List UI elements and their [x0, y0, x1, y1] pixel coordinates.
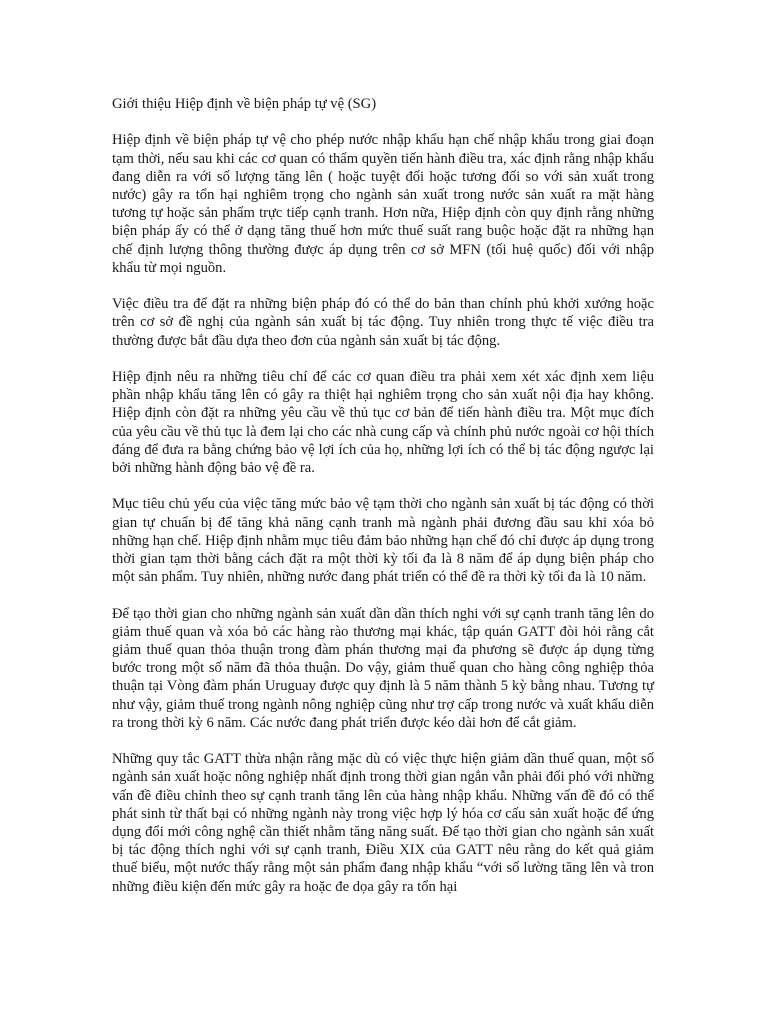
paragraph-overview: Hiệp định về biện pháp tự vệ cho phép nước nhập khẩu hạn chế nhập khẩu trong giai đoạn tạm thời, nếu sau khi các cơ quan có thẩm quyền tiến hành điều tra, xác định rằng nhập khẩu đang diễn ra với số lượng tăng lên ( hoặc tuyệt đối hoặc tương đối so với sản xuất trong nước) gây ra tổn hại nghiêm trọng cho ngành sản xuất trong nước sản xuất ra mặt hàng tương tự hoặc sản phẩm trực tiếp cạnh tranh. Hơn nữa, Hiệp định còn quy định rằng những biện pháp ấy có thể ở dạng tăng thuế hơn mức thuế suất rang buộc hoặc đặt ra những hạn chế định lượng thông thường được áp dụng trên cơ sở MFN (tối huệ quốc) đối với nhập khẩu từ mọi nguồn.: [112, 132, 654, 276]
paragraph-tariff-phasing: Để tạo thời gian cho những ngành sản xuất dần dần thích nghi với sự cạnh tranh tăng lên do giảm thuế quan và xóa bỏ các hàng rào thương mại khác, tập quán GATT đòi hỏi rằng cắt giảm thuế quan thỏa thuận trong đàm phán thương mại đa phương sẽ được áp dụng từng bước trong một số năm đã thỏa thuận. Do vậy, giảm thuế quan cho hàng công nghiệp thỏa thuận tại Vòng đàm phán Uruguay được quy định là 5 năm thành 5 kỳ bằng nhau. Tương tự như vậy, giảm thuế trong ngành nông nghiệp cũng như trợ cấp trong nước và xuất khẩu diễn ra trong thời kỳ 6 năm. Các nước đang phát triển được kéo dài hơn để cắt giảm.: [112, 605, 654, 731]
paragraph-objective: Mục tiêu chủ yếu của việc tăng mức bảo vệ tạm thời cho ngành sản xuất bị tác động có thời gian tự chuẩn bị để tăng khả năng cạnh tranh mà ngành phải đương đầu sau khi xóa bỏ những hạn chế. Hiệp định nhằm mục tiêu đảm bảo những hạn chế đó chỉ được áp dụng trong thời gian tạm thời bằng cách đặt ra một thời kỳ tối đa là 8 năm để áp dụng biện pháp cho một sản phẩm. Tuy nhiên, những nước đang phát triển có thể đề ra thời kỳ tối đa là 10 năm.: [112, 496, 654, 586]
paragraph-investigation: Việc điều tra để đặt ra những biện pháp đó có thể do bản than chính phủ khởi xướng hoặc trên cơ sở đề nghị của ngành sản xuất bị tác động. Tuy nhiên trong thực tế việc điều tra thường được bắt đầu dựa theo đơn của ngành sản xuất bị tác động.: [112, 296, 654, 349]
document-body: [112, 95, 654, 914]
document-title: Giới thiệu Hiệp định về biện pháp tự vệ (SG): [112, 96, 377, 112]
paragraph-gatt-rules: Những quy tắc GATT thừa nhận rằng mặc dù có việc thực hiện giảm dần thuế quan, một số ngành sản xuất hoặc nông nghiệp nhất định trong thời gian ngắn vẫn phải đối phó với những vấn đề điều chỉnh theo sự cạnh tranh tăng lên của hàng nhập khẩu. Những vấn đề đó có thể phát sinh từ thất bại có những ngành này trong việc hợp lý hóa cơ cấu sản xuất hoặc để ứng dụng đổi mới công nghệ cần thiết nhằm tăng năng suất. Để tạo thời gian cho ngành sản xuất bị tác động thích nghi với sự cạnh tranh, Điều XIX của GATT nêu rằng do kết quả giảm thuế biểu, một nước thấy rằng một sản phẩm đang nhập khẩu “với số lường tăng lên và tron những điều kiện đến mức gây ra hoặc đe dọa gây ra tổn hại: [112, 751, 654, 895]
paragraph-criteria: Hiệp định nêu ra những tiêu chí để các cơ quan điều tra phải xem xét xác định xem liệu phần nhập khẩu tăng lên có gây ra thiệt hại nghiêm trọng cho sản xuất nội địa hay không. Hiệp định còn đặt ra những yêu cầu về thủ tục cơ bản để tiến hành điều tra. Một mục đích của yêu cầu về thủ tục là đem lại cho các nhà cung cấp và chính phủ nước ngoài cơ hội thích đáng để đưa ra bằng chứng bảo vệ lợi ích của họ, những lợi ích có thể bị tác động ngược lại bởi những hành động bảo vệ đề ra.: [112, 369, 654, 477]
